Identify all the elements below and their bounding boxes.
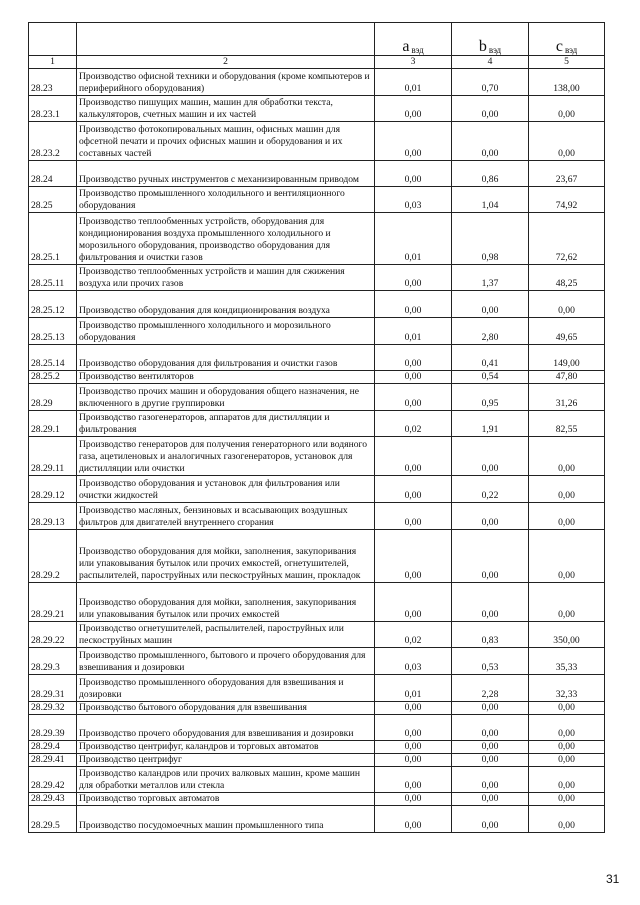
column-number: 3	[375, 56, 452, 69]
row-value-b: 0,41	[452, 345, 529, 371]
row-description: Производство масляных, бензиновых и всасывающих воздушных фильтров для двигателей внутреннего сгорания	[77, 503, 375, 530]
row-value-a: 0,01	[375, 69, 452, 96]
row-value-c: 74,92	[529, 187, 605, 213]
header-col-b-sub: вэд	[488, 45, 502, 55]
row-code: 28.29.42	[29, 767, 77, 793]
row-value-c: 0,00	[529, 806, 605, 833]
table-row	[29, 291, 605, 318]
row-code: 28.29.39	[29, 715, 77, 741]
row-description: Производство офисной техники и оборудования (кроме компьютеров и периферийного оборудования)	[77, 69, 375, 96]
row-value-a: 0,02	[375, 622, 452, 648]
table-row	[29, 318, 605, 345]
row-description: Производство торговых автоматов	[77, 793, 375, 806]
row-code: 28.25.14	[29, 345, 77, 371]
table-row	[29, 122, 605, 161]
row-code: 28.25	[29, 187, 77, 213]
row-value-a: 0,00	[375, 793, 452, 806]
row-code: 28.29.5	[29, 806, 77, 833]
row-value-c: 0,00	[529, 291, 605, 318]
row-description: Производство оборудования для кондиционирования воздуха	[77, 291, 375, 318]
row-value-b: 0,86	[452, 161, 529, 187]
row-description: Производство бытового оборудования для взвешивания	[77, 702, 375, 715]
row-value-c: 0,00	[529, 767, 605, 793]
row-code: 28.29.31	[29, 675, 77, 702]
row-value-b: 0,00	[452, 122, 529, 161]
row-description: Производство оборудования для мойки, заполнения, закупоривания или упаковывания бутылок или прочих емкостей, огнетушителей, распылителей, пароструйных или пескоструйных машин, прокладок	[77, 530, 375, 583]
row-description: Производство промышленного холодильного и вентиляционного оборудования	[77, 187, 375, 213]
row-value-a: 0,00	[375, 437, 452, 476]
row-code: 28.29.3	[29, 648, 77, 675]
row-code: 28.29.1	[29, 411, 77, 437]
row-value-a: 0,03	[375, 648, 452, 675]
row-value-b: 2,28	[452, 675, 529, 702]
row-value-c: 72,62	[529, 213, 605, 265]
table-row	[29, 675, 605, 702]
row-code: 28.29	[29, 384, 77, 411]
page-number: 31	[606, 872, 620, 886]
table-row	[29, 754, 605, 767]
table-row	[29, 767, 605, 793]
row-code: 28.23	[29, 69, 77, 96]
row-description: Производство оборудования и установок для фильтрования или очистки жидкостей	[77, 476, 375, 503]
row-value-b: 0,95	[452, 384, 529, 411]
table-row	[29, 96, 605, 122]
header-desc-cell	[77, 23, 375, 56]
row-value-a: 0,00	[375, 806, 452, 833]
table-row	[29, 213, 605, 265]
row-value-c: 0,00	[529, 530, 605, 583]
row-description: Производство фотокопировальных машин, офисных машин для офсетной печати и прочих офисных машин и оборудования и их составных частей	[77, 122, 375, 161]
row-value-b: 0,54	[452, 371, 529, 384]
table-row	[29, 476, 605, 503]
row-value-c: 49,65	[529, 318, 605, 345]
row-value-a: 0,00	[375, 754, 452, 767]
row-value-a: 0,00	[375, 583, 452, 622]
header-col-b-label: b	[478, 38, 487, 55]
row-value-b: 0,98	[452, 213, 529, 265]
table-body	[29, 69, 605, 833]
table-row	[29, 715, 605, 741]
row-code: 28.25.11	[29, 265, 77, 291]
row-value-b: 0,00	[452, 741, 529, 754]
row-value-a: 0,00	[375, 384, 452, 411]
row-value-b: 0,00	[452, 767, 529, 793]
row-value-c: 149,00	[529, 345, 605, 371]
row-value-b: 0,00	[452, 793, 529, 806]
row-description: Производство промышленного, бытового и прочего оборудования для взвешивания и дозировки	[77, 648, 375, 675]
row-value-c: 0,00	[529, 793, 605, 806]
row-value-b: 2,80	[452, 318, 529, 345]
row-value-b: 0,00	[452, 715, 529, 741]
row-value-c: 47,80	[529, 371, 605, 384]
row-value-c: 23,67	[529, 161, 605, 187]
table-row	[29, 648, 605, 675]
table-row	[29, 411, 605, 437]
table-row	[29, 530, 605, 583]
table-row	[29, 265, 605, 291]
row-value-b: 0,00	[452, 583, 529, 622]
table-row	[29, 622, 605, 648]
row-code: 28.29.4	[29, 741, 77, 754]
header-col-a-sub: вэд	[411, 45, 424, 55]
row-code: 28.29.12	[29, 476, 77, 503]
row-code: 28.29.11	[29, 437, 77, 476]
row-value-c: 31,26	[529, 384, 605, 411]
column-number: 1	[29, 56, 77, 69]
row-code: 28.29.22	[29, 622, 77, 648]
row-value-a: 0,00	[375, 291, 452, 318]
row-value-b: 0,00	[452, 503, 529, 530]
header-row	[29, 23, 605, 56]
row-description: Производство оборудования для фильтрования и очистки газов	[77, 345, 375, 371]
row-value-c: 0,00	[529, 96, 605, 122]
table-row	[29, 345, 605, 371]
row-value-a: 0,00	[375, 96, 452, 122]
row-value-b: 0,00	[452, 291, 529, 318]
row-value-b: 1,04	[452, 187, 529, 213]
row-code: 28.29.41	[29, 754, 77, 767]
row-value-b: 0,53	[452, 648, 529, 675]
column-number: 5	[529, 56, 605, 69]
row-value-a: 0,01	[375, 318, 452, 345]
row-value-c: 0,00	[529, 503, 605, 530]
row-description: Производство промышленного оборудования для взвешивания и дозировки	[77, 675, 375, 702]
table-row	[29, 503, 605, 530]
table-row	[29, 69, 605, 96]
header-col-a	[375, 23, 452, 56]
row-description: Производство центрифуг, каландров и торговых автоматов	[77, 741, 375, 754]
row-code: 28.25.2	[29, 371, 77, 384]
table-row	[29, 384, 605, 411]
row-description: Производство ручных инструментов с механизированным приводом	[77, 161, 375, 187]
row-value-a: 0,00	[375, 702, 452, 715]
row-description: Производство теплообменных устройств и машин для сжижения воздуха или прочих газов	[77, 265, 375, 291]
row-value-a: 0,03	[375, 187, 452, 213]
row-value-c: 32,33	[529, 675, 605, 702]
row-description: Производство прочих машин и оборудования общего назначения, не включенного в другие группировки	[77, 384, 375, 411]
row-code: 28.29.2	[29, 530, 77, 583]
row-value-c: 0,00	[529, 715, 605, 741]
row-value-b: 0,00	[452, 437, 529, 476]
table-row	[29, 583, 605, 622]
row-value-c: 0,00	[529, 476, 605, 503]
row-description: Производство оборудования для мойки, заполнения, закупоривания или упаковывания бутылок или прочих емкостей	[77, 583, 375, 622]
row-value-b: 0,00	[452, 806, 529, 833]
row-value-a: 0,00	[375, 265, 452, 291]
row-value-c: 350,00	[529, 622, 605, 648]
row-description: Производство пишущих машин, машин для обработки текста, калькуляторов, счетных машин и их частей	[77, 96, 375, 122]
row-value-a: 0,00	[375, 161, 452, 187]
row-value-b: 1,91	[452, 411, 529, 437]
row-code: 28.25.1	[29, 213, 77, 265]
row-description: Производство промышленного холодильного и морозильного оборудования	[77, 318, 375, 345]
row-value-c: 0,00	[529, 754, 605, 767]
row-value-c: 35,33	[529, 648, 605, 675]
header-col-b	[452, 23, 529, 56]
row-code: 28.25.13	[29, 318, 77, 345]
row-code: 28.29.13	[29, 503, 77, 530]
row-value-a: 0,00	[375, 122, 452, 161]
column-number-row	[29, 56, 605, 69]
row-code: 28.25.12	[29, 291, 77, 318]
header-col-c	[529, 23, 605, 56]
row-value-a: 0,00	[375, 503, 452, 530]
header-col-c-label: c	[555, 38, 563, 55]
row-description: Производство теплообменных устройств, оборудования для кондиционирования воздуха промышленного холодильного и морозильного оборудования, производство оборудования для фильтрования и очистки газов	[77, 213, 375, 265]
table-row	[29, 702, 605, 715]
row-value-a: 0,00	[375, 371, 452, 384]
header-col-c-sub: вэд	[564, 45, 578, 55]
row-description: Производство генераторов для получения генераторного или водяного газа, ацетиленовых и аналогичных газогенераторов, установок для дистилляции или очистки	[77, 437, 375, 476]
row-value-c: 0,00	[529, 702, 605, 715]
row-value-b: 0,00	[452, 96, 529, 122]
row-value-c: 0,00	[529, 583, 605, 622]
row-value-c: 0,00	[529, 437, 605, 476]
row-value-c: 0,00	[529, 741, 605, 754]
row-code: 28.29.32	[29, 702, 77, 715]
column-number: 2	[77, 56, 375, 69]
column-number: 4	[452, 56, 529, 69]
row-code: 28.29.21	[29, 583, 77, 622]
row-description: Производство огнетушителей, распылителей, пароструйных или пескоструйных машин	[77, 622, 375, 648]
row-value-a: 0,00	[375, 476, 452, 503]
row-value-a: 0,01	[375, 213, 452, 265]
row-value-a: 0,00	[375, 767, 452, 793]
row-value-a: 0,00	[375, 715, 452, 741]
table-row	[29, 161, 605, 187]
header-col-a-label: a	[402, 38, 410, 55]
row-code: 28.29.43	[29, 793, 77, 806]
row-code: 28.23.1	[29, 96, 77, 122]
row-value-c: 48,25	[529, 265, 605, 291]
table-row	[29, 187, 605, 213]
row-code: 28.24	[29, 161, 77, 187]
table-row	[29, 806, 605, 833]
row-value-b: 0,00	[452, 530, 529, 583]
row-value-b: 0,70	[452, 69, 529, 96]
row-value-b: 0,00	[452, 702, 529, 715]
row-description: Производство центрифуг	[77, 754, 375, 767]
row-value-c: 82,55	[529, 411, 605, 437]
table-row	[29, 741, 605, 754]
row-code: 28.23.2	[29, 122, 77, 161]
row-value-b: 0,00	[452, 754, 529, 767]
row-description: Производство газогенераторов, аппаратов для дистилляции и фильтрования	[77, 411, 375, 437]
table-row	[29, 371, 605, 384]
row-value-a: 0,00	[375, 345, 452, 371]
row-description: Производство прочего оборудования для взвешивания и дозировки	[77, 715, 375, 741]
row-value-a: 0,00	[375, 530, 452, 583]
row-value-c: 0,00	[529, 122, 605, 161]
row-value-b: 0,22	[452, 476, 529, 503]
row-value-a: 0,02	[375, 411, 452, 437]
row-value-a: 0,01	[375, 675, 452, 702]
row-value-b: 1,37	[452, 265, 529, 291]
row-value-a: 0,00	[375, 741, 452, 754]
row-description: Производство каландров или прочих валковых машин, кроме машин для обработки металлов или стекла	[77, 767, 375, 793]
table-row	[29, 793, 605, 806]
header-code-cell	[29, 23, 77, 56]
row-description: Производство вентиляторов	[77, 371, 375, 384]
table-row	[29, 437, 605, 476]
coefficients-table	[28, 22, 605, 833]
row-value-c: 138,00	[529, 69, 605, 96]
row-value-b: 0,83	[452, 622, 529, 648]
row-description: Производство посудомоечных машин промышленного типа	[77, 806, 375, 833]
